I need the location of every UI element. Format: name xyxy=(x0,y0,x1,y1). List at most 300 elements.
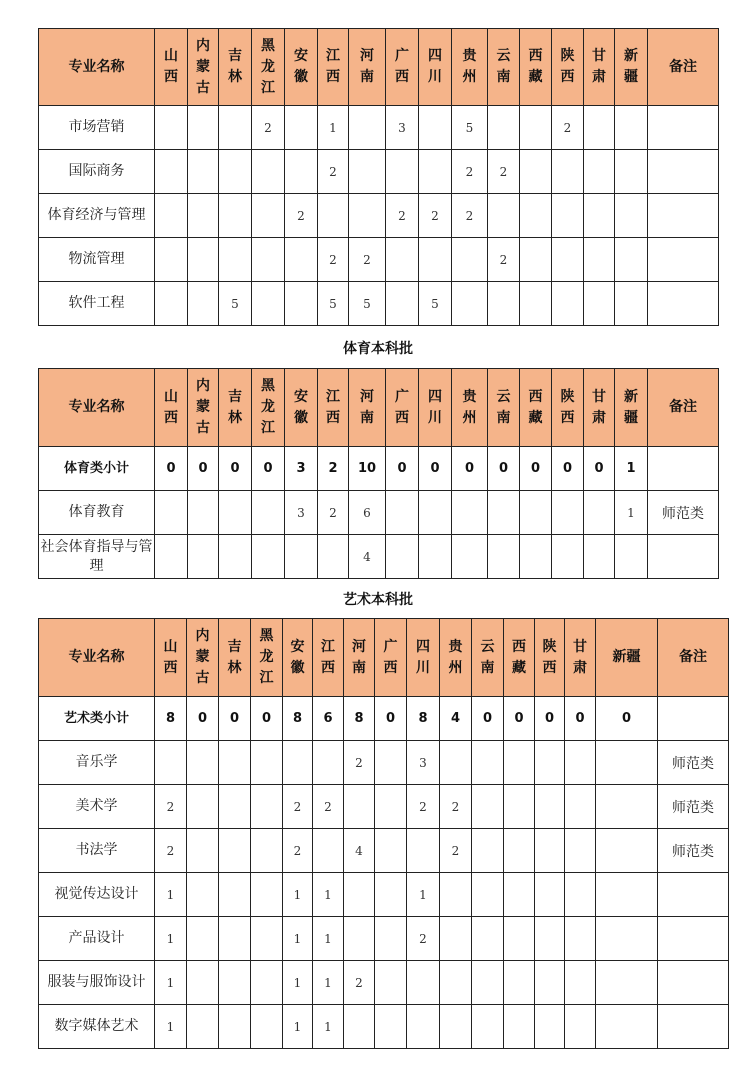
quota-cell xyxy=(375,741,407,785)
major-name-cell: 软件工程 xyxy=(39,282,155,326)
province-label: 广西 xyxy=(395,388,409,426)
column-header-province xyxy=(344,619,375,697)
quota-cell: 2 xyxy=(488,150,520,194)
quota-cell xyxy=(452,282,488,326)
quota-cell xyxy=(407,1005,440,1049)
quota-cell xyxy=(440,741,472,785)
quota-cell xyxy=(552,491,584,535)
quota-cell xyxy=(596,829,658,873)
quota-cell: 0 xyxy=(565,697,596,741)
quota-cell xyxy=(252,535,285,579)
quota-cell xyxy=(344,785,375,829)
quota-cell xyxy=(188,194,219,238)
column-header-province xyxy=(584,369,615,447)
quota-cell xyxy=(219,238,252,282)
note-cell xyxy=(648,194,719,238)
column-header-major: 专业名称 xyxy=(39,619,155,697)
quota-cell xyxy=(349,150,386,194)
quota-cell: 6 xyxy=(349,491,386,535)
subtotal-row xyxy=(39,447,719,491)
column-header-province xyxy=(504,619,535,697)
table-row xyxy=(39,961,729,1005)
table-row xyxy=(39,194,719,238)
province-label: 四川 xyxy=(428,48,442,85)
major-name-cell: 服装与服饰设计 xyxy=(39,961,155,1005)
major-name-cell: 视觉传达设计 xyxy=(39,873,155,917)
quota-cell: 4 xyxy=(440,697,472,741)
province-label: 贵州 xyxy=(448,638,463,676)
column-header-note: 备注 xyxy=(658,619,729,697)
quota-cell: 10 xyxy=(349,447,386,491)
column-header-province xyxy=(155,369,188,447)
column-header-province xyxy=(407,619,440,697)
quota-cell: 8 xyxy=(407,697,440,741)
quota-cell xyxy=(452,238,488,282)
quota-cell: 2 xyxy=(252,106,285,150)
quota-cell: 0 xyxy=(520,447,552,491)
quota-cell: 5 xyxy=(349,282,386,326)
quota-cell: 0 xyxy=(155,447,188,491)
column-header-province xyxy=(187,619,219,697)
quota-cell xyxy=(472,873,504,917)
quota-cell: 1 xyxy=(313,1005,344,1049)
quota-cell xyxy=(565,785,596,829)
quota-cell xyxy=(584,194,615,238)
major-name-cell: 艺术类小计 xyxy=(39,697,155,741)
table-row xyxy=(39,873,729,917)
quota-cell: 4 xyxy=(344,829,375,873)
quota-cell xyxy=(419,150,452,194)
quota-cell: 2 xyxy=(313,785,344,829)
column-header-province xyxy=(596,619,658,697)
quota-cell xyxy=(187,961,219,1005)
quota-cell: 0 xyxy=(375,697,407,741)
quota-cell xyxy=(407,829,440,873)
quota-cell xyxy=(285,150,318,194)
quota-cell: 2 xyxy=(285,194,318,238)
quota-cell xyxy=(552,238,584,282)
quota-cell xyxy=(219,106,252,150)
column-header-province xyxy=(318,369,349,447)
major-name-cell: 书法学 xyxy=(39,829,155,873)
quota-cell xyxy=(488,535,520,579)
quota-cell xyxy=(565,961,596,1005)
quota-cell xyxy=(565,873,596,917)
quota-cell xyxy=(520,282,552,326)
quota-cell xyxy=(584,238,615,282)
quota-cell xyxy=(386,238,419,282)
quota-cell: 2 xyxy=(440,829,472,873)
column-header-province xyxy=(375,619,407,697)
quota-cell: 2 xyxy=(344,741,375,785)
quota-cell: 2 xyxy=(155,829,187,873)
column-header-province xyxy=(155,619,187,697)
quota-cell xyxy=(488,194,520,238)
major-name-cell: 体育类小计 xyxy=(39,447,155,491)
quota-cell: 0 xyxy=(552,447,584,491)
column-header-province xyxy=(188,29,219,106)
column-header-province xyxy=(520,369,552,447)
major-name-cell: 社会体育指导与管理 xyxy=(39,535,155,579)
quota-cell: 2 xyxy=(440,785,472,829)
quota-cell xyxy=(584,106,615,150)
quota-cell xyxy=(344,1005,375,1049)
quota-cell xyxy=(535,917,565,961)
province-label: 江西 xyxy=(321,638,335,676)
enrollment-table-sports xyxy=(38,368,719,579)
header-row xyxy=(39,29,719,106)
quota-cell xyxy=(313,741,344,785)
quota-cell: 0 xyxy=(419,447,452,491)
quota-cell xyxy=(504,917,535,961)
column-header-province xyxy=(349,29,386,106)
quota-cell xyxy=(285,106,318,150)
note-cell: 师范类 xyxy=(658,741,729,785)
column-header-province xyxy=(386,369,419,447)
subtotal-row xyxy=(39,697,729,741)
enrollment-table-art xyxy=(38,618,729,1049)
quota-cell: 5 xyxy=(219,282,252,326)
quota-cell xyxy=(504,961,535,1005)
province-label: 贵州 xyxy=(462,388,477,426)
column-header-province xyxy=(552,369,584,447)
quota-cell xyxy=(419,491,452,535)
quota-cell xyxy=(219,785,251,829)
quota-cell xyxy=(187,829,219,873)
quota-cell xyxy=(318,535,349,579)
province-label: 内蒙古 xyxy=(195,628,210,686)
quota-cell xyxy=(349,106,386,150)
province-label: 安徽 xyxy=(294,48,308,85)
quota-cell xyxy=(472,785,504,829)
quota-cell: 0 xyxy=(187,697,219,741)
column-header-major: 专业名称 xyxy=(39,369,155,447)
quota-cell: 0 xyxy=(584,447,615,491)
quota-cell: 2 xyxy=(283,829,313,873)
quota-cell xyxy=(188,282,219,326)
column-header-province xyxy=(615,29,648,106)
quota-cell: 2 xyxy=(407,785,440,829)
quota-cell xyxy=(251,917,283,961)
column-header-province xyxy=(285,369,318,447)
quota-cell xyxy=(375,873,407,917)
quota-cell xyxy=(419,106,452,150)
column-header-province xyxy=(219,29,252,106)
major-name-cell: 数字媒体艺术 xyxy=(39,1005,155,1049)
province-label: 云南 xyxy=(480,638,495,676)
quota-cell: 0 xyxy=(219,447,252,491)
section-title-sports: 体育本科批 xyxy=(343,341,413,357)
quota-cell xyxy=(407,961,440,1005)
quota-cell xyxy=(187,917,219,961)
quota-cell: 2 xyxy=(488,238,520,282)
province-label: 四川 xyxy=(416,638,430,676)
column-header-note: 备注 xyxy=(648,369,719,447)
quota-cell: 0 xyxy=(219,697,251,741)
major-name-cell: 音乐学 xyxy=(39,741,155,785)
province-label: 新疆 xyxy=(612,649,641,665)
table-row xyxy=(39,785,729,829)
quota-cell xyxy=(155,106,188,150)
quota-cell xyxy=(535,829,565,873)
province-label: 广西 xyxy=(395,48,409,85)
province-label: 广西 xyxy=(383,638,398,676)
quota-cell xyxy=(552,535,584,579)
province-label: 西藏 xyxy=(528,388,543,426)
quota-cell xyxy=(155,282,188,326)
major-name-cell: 市场营销 xyxy=(39,106,155,150)
province-label: 内蒙古 xyxy=(196,37,210,96)
quota-cell: 1 xyxy=(407,873,440,917)
note-cell xyxy=(658,917,729,961)
major-name-cell: 物流管理 xyxy=(39,238,155,282)
province-label: 新疆 xyxy=(624,48,638,85)
province-label: 江西 xyxy=(326,388,340,426)
quota-cell xyxy=(219,873,251,917)
major-name-cell: 美术学 xyxy=(39,785,155,829)
quota-cell xyxy=(187,873,219,917)
note-cell xyxy=(648,106,719,150)
quota-cell: 8 xyxy=(283,697,313,741)
province-label: 陕西 xyxy=(560,388,575,426)
quota-cell xyxy=(386,535,419,579)
quota-cell xyxy=(219,917,251,961)
quota-cell: 0 xyxy=(535,697,565,741)
quota-cell xyxy=(219,535,252,579)
quota-cell: 1 xyxy=(283,961,313,1005)
province-label: 陕西 xyxy=(560,48,575,85)
quota-cell xyxy=(252,194,285,238)
quota-cell: 1 xyxy=(615,491,648,535)
quota-cell: 2 xyxy=(452,194,488,238)
quota-cell xyxy=(251,1005,283,1049)
quota-cell xyxy=(452,535,488,579)
quota-cell xyxy=(504,829,535,873)
province-label: 甘肃 xyxy=(573,638,587,676)
quota-cell xyxy=(615,194,648,238)
quota-cell xyxy=(440,961,472,1005)
quota-cell xyxy=(285,535,318,579)
province-label: 安徽 xyxy=(294,388,308,426)
major-name-cell: 体育经济与管理 xyxy=(39,194,155,238)
quota-cell xyxy=(252,491,285,535)
quota-cell: 1 xyxy=(155,873,187,917)
quota-cell xyxy=(188,491,219,535)
quota-cell xyxy=(251,829,283,873)
quota-cell xyxy=(187,741,219,785)
province-label: 黑龙江 xyxy=(261,378,275,436)
column-header-province xyxy=(472,619,504,697)
quota-cell: 2 xyxy=(552,106,584,150)
quota-cell xyxy=(535,741,565,785)
table-row xyxy=(39,238,719,282)
quota-cell xyxy=(520,194,552,238)
quota-cell xyxy=(219,741,251,785)
quota-cell xyxy=(552,194,584,238)
table-row xyxy=(39,917,729,961)
column-header-province xyxy=(349,369,386,447)
quota-cell xyxy=(375,917,407,961)
quota-cell xyxy=(349,194,386,238)
note-cell xyxy=(658,697,729,741)
column-header-province xyxy=(452,369,488,447)
quota-cell xyxy=(219,150,252,194)
quota-cell xyxy=(251,785,283,829)
quota-cell: 3 xyxy=(285,447,318,491)
quota-cell xyxy=(440,917,472,961)
quota-cell: 0 xyxy=(386,447,419,491)
province-label: 山西 xyxy=(164,48,178,85)
column-header-province xyxy=(251,619,283,697)
quota-cell xyxy=(520,491,552,535)
enrollment-table-general xyxy=(38,28,719,326)
quota-cell xyxy=(219,491,252,535)
column-header-province xyxy=(552,29,584,106)
quota-cell xyxy=(596,917,658,961)
table-row xyxy=(39,1005,729,1049)
quota-cell xyxy=(535,961,565,1005)
quota-cell xyxy=(565,741,596,785)
quota-cell: 2 xyxy=(155,785,187,829)
quota-cell: 1 xyxy=(155,917,187,961)
quota-cell: 2 xyxy=(283,785,313,829)
quota-cell: 2 xyxy=(407,917,440,961)
quota-cell xyxy=(188,106,219,150)
province-label: 黑龙江 xyxy=(261,37,275,96)
quota-cell: 0 xyxy=(188,447,219,491)
province-label: 吉林 xyxy=(227,638,242,676)
note-cell xyxy=(648,238,719,282)
quota-cell xyxy=(584,535,615,579)
quota-cell xyxy=(219,961,251,1005)
column-header-province xyxy=(565,619,596,697)
column-header-province xyxy=(535,619,565,697)
quota-cell xyxy=(584,150,615,194)
quota-cell xyxy=(313,829,344,873)
quota-cell xyxy=(219,1005,251,1049)
quota-cell xyxy=(565,829,596,873)
quota-cell xyxy=(251,741,283,785)
quota-cell xyxy=(488,106,520,150)
quota-cell: 2 xyxy=(344,961,375,1005)
quota-cell xyxy=(584,491,615,535)
quota-cell: 1 xyxy=(318,106,349,150)
quota-cell xyxy=(615,238,648,282)
quota-cell: 8 xyxy=(344,697,375,741)
province-label: 云南 xyxy=(496,48,511,85)
quota-cell xyxy=(535,785,565,829)
quota-cell xyxy=(252,238,285,282)
quota-cell: 1 xyxy=(155,961,187,1005)
quota-cell xyxy=(584,282,615,326)
quota-cell: 0 xyxy=(504,697,535,741)
quota-cell xyxy=(472,741,504,785)
note-cell xyxy=(648,535,719,579)
column-header-province xyxy=(520,29,552,106)
table-row xyxy=(39,829,729,873)
quota-cell: 5 xyxy=(452,106,488,150)
note-cell xyxy=(648,150,719,194)
table-row xyxy=(39,741,729,785)
quota-cell xyxy=(386,491,419,535)
note-cell xyxy=(658,961,729,1005)
column-header-province xyxy=(419,369,452,447)
quota-cell xyxy=(187,785,219,829)
quota-cell: 2 xyxy=(419,194,452,238)
note-cell xyxy=(658,1005,729,1049)
column-header-province xyxy=(584,29,615,106)
table-row xyxy=(39,106,719,150)
province-label: 四川 xyxy=(428,388,442,426)
quota-cell xyxy=(615,535,648,579)
table-row xyxy=(39,282,719,326)
quota-cell: 0 xyxy=(596,697,658,741)
quota-cell: 0 xyxy=(251,697,283,741)
quota-cell: 2 xyxy=(318,447,349,491)
quota-cell: 1 xyxy=(313,917,344,961)
column-header-province xyxy=(615,369,648,447)
quota-cell xyxy=(419,535,452,579)
quota-cell: 5 xyxy=(318,282,349,326)
quota-cell xyxy=(252,282,285,326)
quota-cell: 5 xyxy=(419,282,452,326)
note-cell: 师范类 xyxy=(648,491,719,535)
quota-cell xyxy=(552,282,584,326)
major-name-cell: 国际商务 xyxy=(39,150,155,194)
quota-cell xyxy=(283,741,313,785)
quota-cell: 0 xyxy=(452,447,488,491)
quota-cell xyxy=(155,238,188,282)
quota-cell xyxy=(318,194,349,238)
province-label: 西藏 xyxy=(512,638,526,676)
quota-cell xyxy=(596,1005,658,1049)
quota-cell: 2 xyxy=(318,491,349,535)
quota-cell: 1 xyxy=(283,917,313,961)
column-header-province xyxy=(313,619,344,697)
province-label: 河南 xyxy=(360,48,374,85)
column-header-note: 备注 xyxy=(648,29,719,106)
province-label: 河南 xyxy=(360,388,374,426)
province-label: 河南 xyxy=(352,638,366,676)
quota-cell xyxy=(615,106,648,150)
quota-cell: 2 xyxy=(452,150,488,194)
quota-cell: 3 xyxy=(285,491,318,535)
quota-cell xyxy=(155,150,188,194)
quota-cell xyxy=(375,785,407,829)
quota-cell: 1 xyxy=(615,447,648,491)
quota-cell xyxy=(596,961,658,1005)
quota-cell xyxy=(452,491,488,535)
quota-cell: 2 xyxy=(386,194,419,238)
province-label: 黑龙江 xyxy=(259,628,274,686)
quota-cell xyxy=(155,491,188,535)
column-header-province xyxy=(488,369,520,447)
quota-cell xyxy=(419,238,452,282)
header-row xyxy=(39,619,729,697)
quota-cell xyxy=(188,535,219,579)
note-cell: 师范类 xyxy=(658,829,729,873)
quota-cell xyxy=(440,873,472,917)
column-header-province xyxy=(452,29,488,106)
quota-cell xyxy=(472,1005,504,1049)
quota-cell xyxy=(504,785,535,829)
column-header-province xyxy=(155,29,188,106)
column-header-province xyxy=(419,29,452,106)
quota-cell: 0 xyxy=(472,697,504,741)
quota-cell xyxy=(155,535,188,579)
quota-cell xyxy=(375,1005,407,1049)
quota-cell xyxy=(252,150,285,194)
